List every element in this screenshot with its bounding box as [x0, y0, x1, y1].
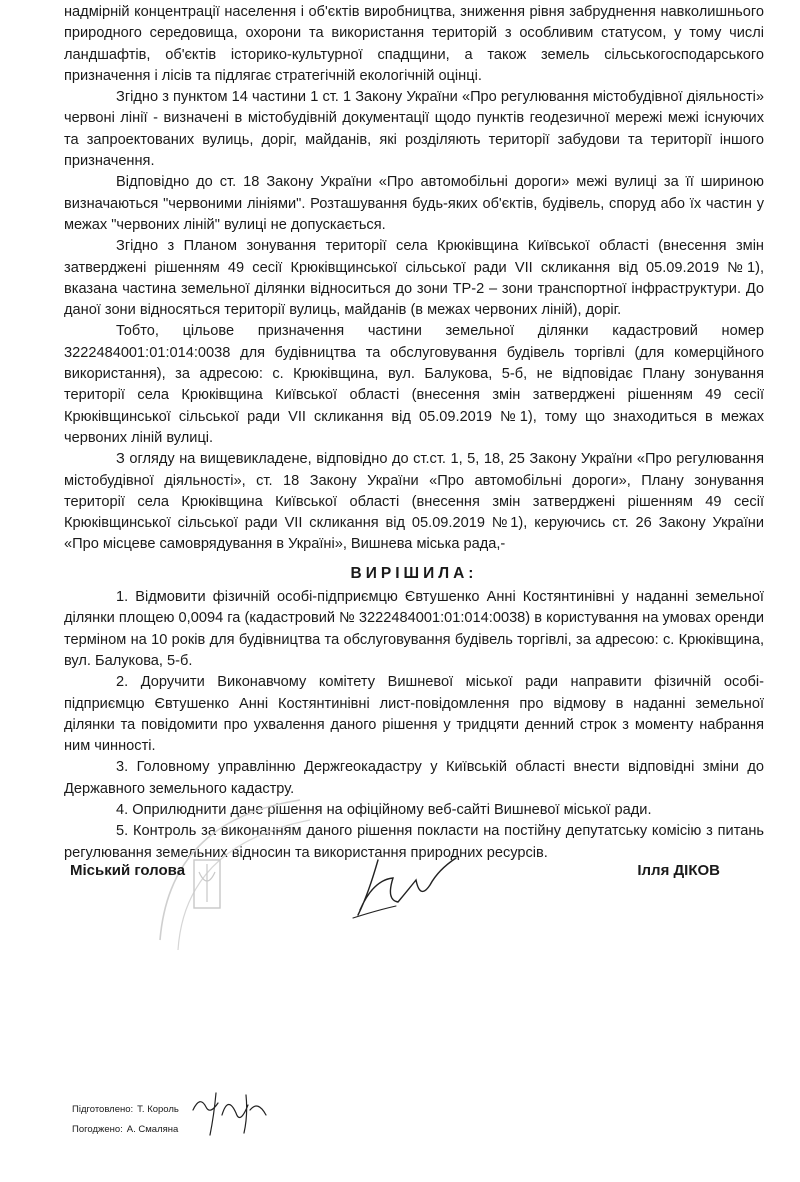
signatory-name: Ілля ДІКОВ [637, 862, 720, 879]
prepared-by-label: Підготовлено: [72, 1104, 134, 1115]
decision-item-3: 3. Головному управлінню Держгеокадастру у Київській області внести відповідні зміни до Державного земельного кадастру. [64, 759, 764, 797]
paragraph-continuation: надмірній концентрації населення і об'єктів виробництва, зниження рівня забруднення навколишнього природного середовища, охорони та використання територій з особливим статусом, у тому числі ландшафтів, об'єктів історико-культурної спадщини, а також земель сільськогосподарського призначення і лісів та підлягає стратегічній екологічній оцінці. [64, 4, 764, 84]
decision-item-1: 1. Відмовити фізичній особі-підприємцю Євтушенко Анні Костянтинівні у наданні земельної ділянки площею 0,0094 га (кадастровий № 3222484001:01:014:0038) в користування на умовах оренди терміном на 10 років для будівництва та обслуговування будівель торгівлі, за адресою: с. Крюківщина, вул. Балукова, 5-б. [64, 589, 764, 669]
decision-item-2: 2. Доручити Виконавчому комітету Вишневої міської ради направити фізичній особі-підприємцю Євтушенко Анні Костянтинівні лист-повідомлення про відмову в наданні земельної ділянки та повідомити про ухвалення даного рішення у тридцяти денний строк з моменту набрання ним чинності. [64, 674, 764, 755]
handwritten-initials [188, 1085, 273, 1140]
paragraph-purpose-mismatch: Тобто, цільове призначення частини земельної ділянки кадастровий номер 3222484001:01:014:0038 для будівництва та обслуговування будівель торгівлі (для комерційного використання), за адресою: с. Крюківщина, вул. Балукова, 5-б, не відповідає Плану зонування території села Крюківщина Київської області (внесення змін затверджені рішенням 49 сесії Крюківщинської сільської ради VII скликання від 05.09.2019 №1), тому що знаходиться в межах червоних ліній вулиці. [64, 323, 764, 446]
paragraph-legal-basis: З огляду на вищевикладене, відповідно до ст.ст. 1, 5, 18, 25 Закону України «Про регулювання містобудівної діяльності», ст. 18 Закону України «Про автомобільні дороги», Плану зонування території села Крюківщина Київської області (внесення змін затверджені рішенням 49 сесії Крюківщинської сільської ради VII скликання від 05.09.2019 №1), керуючись ст. 26 Закону України «Про місцеве самоврядування в Україні», Вишнева міська рада,- [64, 451, 764, 553]
decision-heading: ВИРІШИЛА: [350, 564, 478, 582]
paragraph-zoning-plan: Згідно з Планом зонування території села Крюківщина Київської області (внесення змін затверджені рішенням 49 сесії Крюківщинської сільської ради VII скликання від 05.09.2019 №1), вказана частина земельної ділянки відноситься до зони ТР-2 – зони транспортної інфраструктури. До даної зони відносяться території вулиць, майданів (в межах червоних ліній), доріг. [64, 238, 764, 319]
decision-item-5: 5. Контроль за виконанням даного рішення покласти на постійну депутатську комісію з питань регулювання земельних відносин та використання природних ресурсів. [64, 823, 764, 861]
document-body [64, 2, 764, 864]
signatory-position: Міський голова [70, 862, 186, 879]
decision-item-4: 4. Оприлюднити дане рішення на офіційному веб-сайті Вишневої міської ради. [116, 801, 652, 818]
prepared-by-line [72, 1104, 179, 1115]
handwritten-signature [338, 840, 468, 930]
agreed-by-name: А. Смаляна [126, 1124, 179, 1135]
paragraph-roads-law: Відповідно до ст. 18 Закону України «Про автомобільні дороги» межі вулиці за її шириною визначаються "червоними лініями". Розташування будь-яких об'єктів, будівель, споруд або їх частин у межах "червоних ліній" вулиці не допускається. [64, 174, 764, 233]
paragraph-red-lines-definition: Згідно з пунктом 14 частини 1 ст. 1 Закону України «Про регулювання містобудівної діяльності» червоні лінії - визначені в містобудівній документації щодо пунктів геодезичної мережі межі існуючих та запроектованих вулиць, доріг, майданів, які розділяють території забудови та території іншого призначення. [64, 89, 764, 170]
prepared-by-name: Т. Король [137, 1104, 179, 1115]
agreed-by-label: Погоджено: [72, 1124, 123, 1135]
agreed-by-line [72, 1124, 178, 1135]
